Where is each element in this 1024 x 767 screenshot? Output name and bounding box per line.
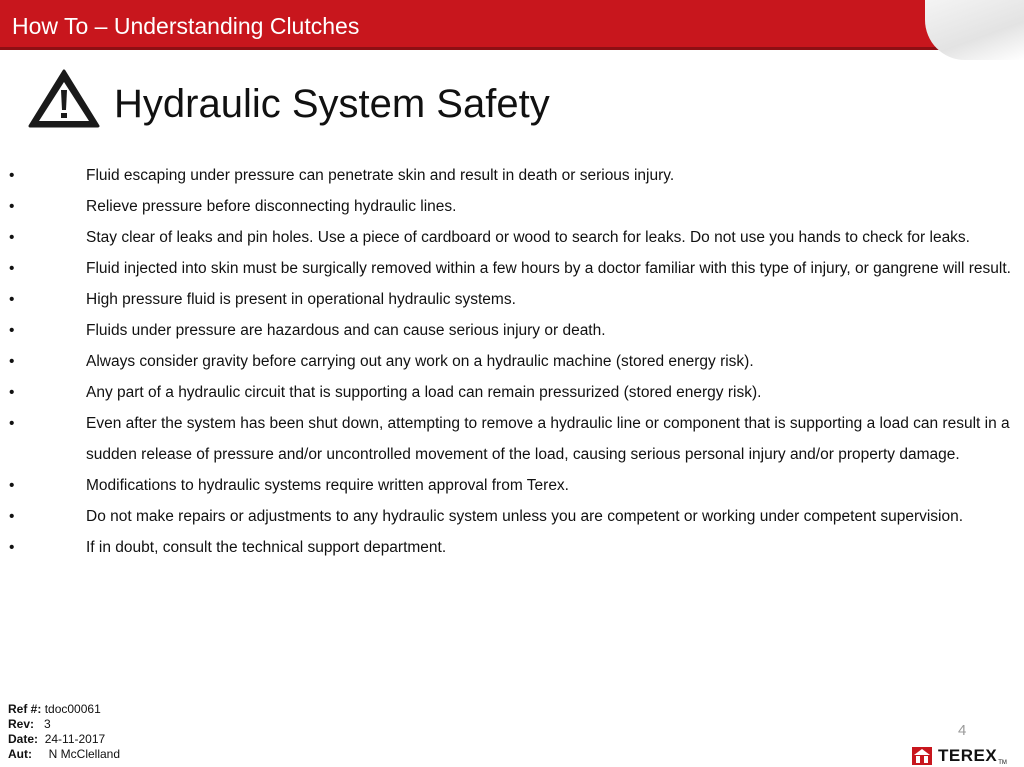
bullet-item xyxy=(0,160,1020,191)
bullet-text: Relieve pressure before disconnecting hydraulic lines. xyxy=(86,198,457,215)
bullet-item xyxy=(0,501,1020,532)
author-row xyxy=(8,747,120,762)
page-corner-curl xyxy=(925,0,1024,60)
bullet-item xyxy=(0,284,1020,315)
warning-triangle-icon xyxy=(28,68,100,128)
date-row xyxy=(8,732,120,747)
date-value: 24-11-2017 xyxy=(44,732,106,746)
bullet-text: Fluid injected into skin must be surgically removed within a few hours by a doctor familiar with this type of injury, or gangrene will result. xyxy=(86,260,1011,277)
bullet-list xyxy=(0,160,1020,563)
terex-logo xyxy=(912,746,1007,766)
aut-value: N McClelland xyxy=(48,747,121,761)
logo-trademark: TM xyxy=(998,760,1007,766)
bullet-text: Even after the system has been shut down, attempting to remove a hydraulic line or component that is supporting a load can result in a sudden release of pressure and/or uncontrolled movement of the load, causing serious personal injury and/or property damage. xyxy=(86,415,1010,463)
logo-text: TEREX xyxy=(938,746,998,765)
bullet-item xyxy=(0,253,1020,284)
bullet-item xyxy=(0,191,1020,222)
ref-value: tdoc00061 xyxy=(44,702,101,716)
bullet-marker: • xyxy=(9,229,15,246)
bullet-marker: • xyxy=(9,291,15,308)
bullet-marker: • xyxy=(9,167,15,184)
bullet-item xyxy=(0,222,1020,253)
rev-row xyxy=(8,717,120,732)
bullet-marker: • xyxy=(9,477,15,494)
terex-logo-icon xyxy=(912,747,932,765)
bullet-text: Modifications to hydraulic systems require written approval from Terex. xyxy=(86,477,569,494)
header-title: How To – Understanding Clutches xyxy=(12,13,360,39)
bullet-marker: • xyxy=(9,539,15,556)
bullet-item xyxy=(0,315,1020,346)
ref-row xyxy=(8,702,120,717)
bullet-marker: • xyxy=(9,322,15,339)
bullet-text: Always consider gravity before carrying out any work on a hydraulic machine (stored energy risk). xyxy=(86,353,754,370)
bullet-item xyxy=(0,377,1020,408)
bullet-marker: • xyxy=(9,198,15,215)
bullet-marker: • xyxy=(9,353,15,370)
bullet-text: Fluids under pressure are hazardous and can cause serious injury or death. xyxy=(86,322,606,339)
bullet-text: If in doubt, consult the technical support department. xyxy=(86,539,447,556)
rev-label: Rev: xyxy=(8,717,35,731)
slide-title: Hydraulic System Safety xyxy=(114,82,550,126)
rev-value: 3 xyxy=(44,717,51,731)
bullet-marker: • xyxy=(9,260,15,277)
bullet-item xyxy=(0,346,1020,377)
bullet-text: Fluid escaping under pressure can penetrate skin and result in death or serious injury. xyxy=(86,167,675,184)
bullet-text: Stay clear of leaks and pin holes. Use a piece of cardboard or wood to search for leaks. Do not use you hands to check for leaks. xyxy=(86,229,970,246)
page-number: 4 xyxy=(958,722,967,739)
ref-label: Ref #: xyxy=(8,702,42,716)
bullet-item xyxy=(0,408,1020,470)
date-label: Date: xyxy=(8,732,39,746)
bullet-marker: • xyxy=(9,508,15,525)
document-reference xyxy=(8,702,120,762)
bullet-marker: • xyxy=(9,415,15,432)
header-bar xyxy=(0,0,942,50)
aut-label: Aut: xyxy=(8,747,32,761)
bullet-text: Do not make repairs or adjustments to any hydraulic system unless you are competent or working under competent supervision. xyxy=(86,508,964,525)
bullet-item xyxy=(0,470,1020,501)
bullet-item xyxy=(0,532,1020,563)
bullet-marker: • xyxy=(9,384,15,401)
bullet-text: High pressure fluid is present in operational hydraulic systems. xyxy=(86,291,516,308)
bullet-text: Any part of a hydraulic circuit that is supporting a load can remain pressurized (stored energy risk). xyxy=(86,384,762,401)
